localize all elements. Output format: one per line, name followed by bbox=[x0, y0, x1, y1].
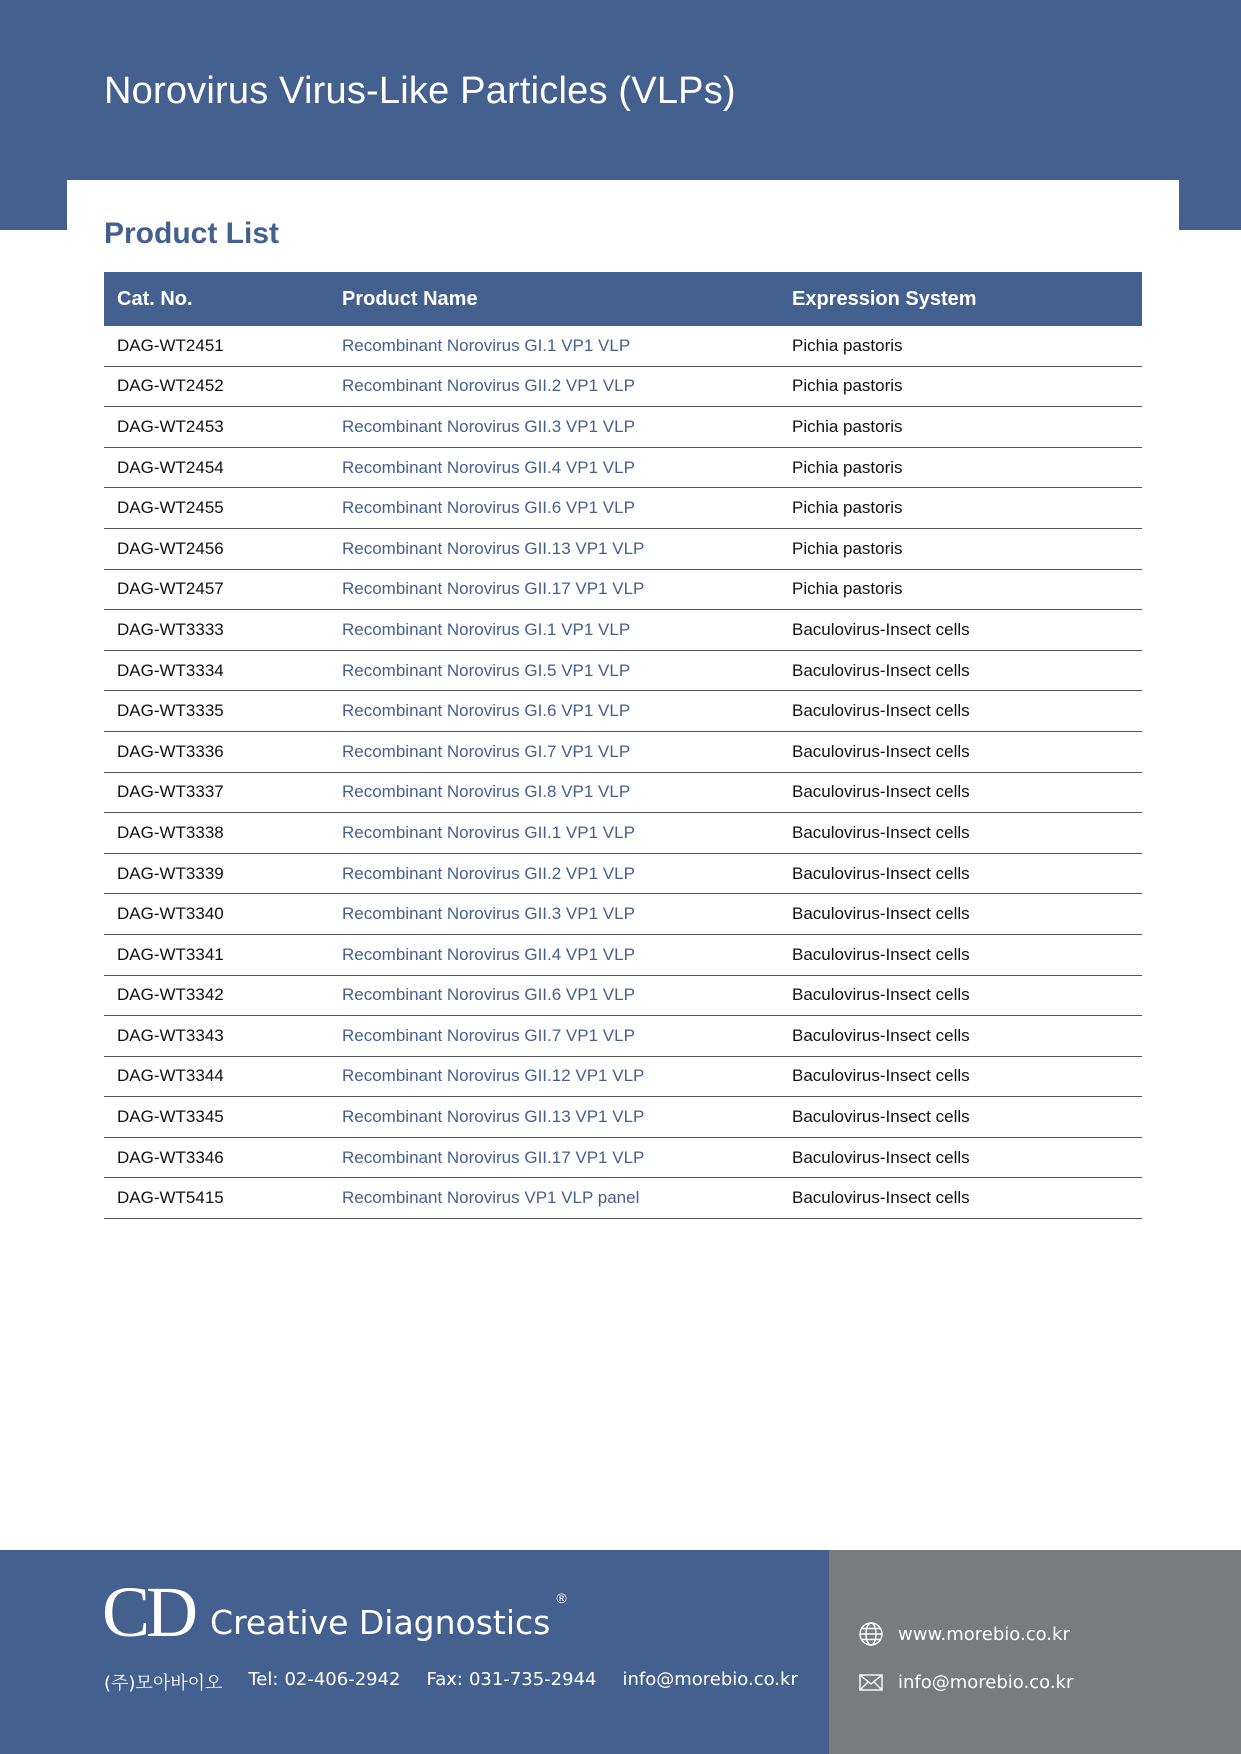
expression-system-cell: Baculovirus-Insect cells bbox=[779, 975, 1142, 1016]
product-name-link[interactable]: Recombinant Norovirus GII.4 VP1 VLP bbox=[329, 934, 779, 975]
product-table bbox=[104, 272, 1142, 1219]
cat-no-cell: DAG-WT3345 bbox=[104, 1097, 329, 1138]
expression-system-cell: Baculovirus-Insect cells bbox=[779, 1016, 1142, 1057]
table-row bbox=[104, 569, 1142, 610]
table-row bbox=[104, 650, 1142, 691]
product-name-link[interactable]: Recombinant Norovirus GI.1 VP1 VLP bbox=[329, 326, 779, 366]
website-link[interactable]: www.morebio.co.kr bbox=[898, 1623, 1070, 1645]
tel-label: Tel: bbox=[248, 1669, 279, 1690]
table-row bbox=[104, 813, 1142, 854]
registered-mark: ® bbox=[556, 1590, 567, 1606]
cat-no-cell: DAG-WT3340 bbox=[104, 894, 329, 935]
product-name-link[interactable]: Recombinant Norovirus GII.6 VP1 VLP bbox=[329, 488, 779, 529]
cat-no-cell: DAG-WT3341 bbox=[104, 934, 329, 975]
website-contact[interactable] bbox=[858, 1621, 1070, 1647]
product-name-link[interactable]: Recombinant Norovirus GII.12 VP1 VLP bbox=[329, 1056, 779, 1097]
company-name: (주)모아바이오 bbox=[104, 1673, 223, 1694]
product-name-link[interactable]: Recombinant Norovirus GII.17 VP1 VLP bbox=[329, 1137, 779, 1178]
expression-system-cell: Baculovirus-Insect cells bbox=[779, 1137, 1142, 1178]
cat-no-cell: DAG-WT2451 bbox=[104, 326, 329, 366]
product-name-link[interactable]: Recombinant Norovirus GII.2 VP1 VLP bbox=[329, 366, 779, 407]
cat-no-cell: DAG-WT3344 bbox=[104, 1056, 329, 1097]
table-row bbox=[104, 1097, 1142, 1138]
page-title: Norovirus Virus-Like Particles (VLPs) bbox=[104, 70, 736, 112]
expression-system-cell: Baculovirus-Insect cells bbox=[779, 731, 1142, 772]
table-row bbox=[104, 1016, 1142, 1057]
expression-system-cell: Baculovirus-Insect cells bbox=[779, 853, 1142, 894]
cat-no-cell: DAG-WT3339 bbox=[104, 853, 329, 894]
logo-name: Creative Diagnostics bbox=[210, 1603, 551, 1642]
tel-number[interactable]: 02-406-2942 bbox=[284, 1669, 401, 1690]
cat-no-cell: DAG-WT3336 bbox=[104, 731, 329, 772]
email-contact[interactable] bbox=[858, 1669, 1073, 1695]
table-row bbox=[104, 528, 1142, 569]
product-name-link[interactable]: Recombinant Norovirus GII.2 VP1 VLP bbox=[329, 853, 779, 894]
product-name-link[interactable]: Recombinant Norovirus GII.13 VP1 VLP bbox=[329, 528, 779, 569]
expression-system-cell: Pichia pastoris bbox=[779, 407, 1142, 448]
product-name-link[interactable]: Recombinant Norovirus GI.5 VP1 VLP bbox=[329, 650, 779, 691]
table-row bbox=[104, 772, 1142, 813]
fax-label: Fax: bbox=[426, 1669, 463, 1690]
product-name-link[interactable]: Recombinant Norovirus GII.3 VP1 VLP bbox=[329, 894, 779, 935]
table-row bbox=[104, 853, 1142, 894]
expression-system-cell: Pichia pastoris bbox=[779, 569, 1142, 610]
table-row bbox=[104, 894, 1142, 935]
logo-mark: CD bbox=[102, 1572, 195, 1652]
product-name-link[interactable]: Recombinant Norovirus GII.3 VP1 VLP bbox=[329, 407, 779, 448]
table-row bbox=[104, 1056, 1142, 1097]
table-row bbox=[104, 1137, 1142, 1178]
cat-no-cell: DAG-WT2452 bbox=[104, 366, 329, 407]
expression-system-cell: Pichia pastoris bbox=[779, 366, 1142, 407]
cat-no-cell: DAG-WT3333 bbox=[104, 610, 329, 651]
footer-contact-line bbox=[104, 1669, 798, 1695]
product-name-link[interactable]: Recombinant Norovirus GI.6 VP1 VLP bbox=[329, 691, 779, 732]
cat-no-cell: DAG-WT2455 bbox=[104, 488, 329, 529]
cat-no-cell: DAG-WT3337 bbox=[104, 772, 329, 813]
cat-no-cell: DAG-WT3335 bbox=[104, 691, 329, 732]
cat-no-cell: DAG-WT2456 bbox=[104, 528, 329, 569]
table-row bbox=[104, 488, 1142, 529]
creative-diagnostics-logo bbox=[102, 1572, 567, 1652]
table-row bbox=[104, 610, 1142, 651]
expression-system-cell: Pichia pastoris bbox=[779, 447, 1142, 488]
cat-no-cell: DAG-WT2457 bbox=[104, 569, 329, 610]
cat-no-cell: DAG-WT3346 bbox=[104, 1137, 329, 1178]
expression-system-cell: Baculovirus-Insect cells bbox=[779, 894, 1142, 935]
cat-no-cell: DAG-WT5415 bbox=[104, 1178, 329, 1219]
table-row bbox=[104, 1178, 1142, 1219]
globe-icon bbox=[858, 1621, 884, 1647]
expression-system-cell: Baculovirus-Insect cells bbox=[779, 772, 1142, 813]
product-name-link[interactable]: Recombinant Norovirus GI.7 VP1 VLP bbox=[329, 731, 779, 772]
expression-system-cell: Baculovirus-Insect cells bbox=[779, 650, 1142, 691]
product-name-link[interactable]: Recombinant Norovirus GII.1 VP1 VLP bbox=[329, 813, 779, 854]
footer-right-panel bbox=[829, 1550, 1241, 1754]
table-header-row bbox=[104, 272, 1142, 326]
fax-number: 031-735-2944 bbox=[468, 1669, 597, 1690]
table-row bbox=[104, 366, 1142, 407]
product-name-link[interactable]: Recombinant Norovirus GI.1 VP1 VLP bbox=[329, 610, 779, 651]
cat-no-cell: DAG-WT2453 bbox=[104, 407, 329, 448]
cat-no-cell: DAG-WT3338 bbox=[104, 813, 329, 854]
tel-item bbox=[248, 1669, 400, 1695]
mail-icon bbox=[858, 1669, 884, 1695]
product-name-link[interactable]: Recombinant Norovirus GII.4 VP1 VLP bbox=[329, 447, 779, 488]
section-title: Product List bbox=[104, 217, 280, 250]
expression-system-cell: Baculovirus-Insect cells bbox=[779, 813, 1142, 854]
product-name-link[interactable]: Recombinant Norovirus GII.13 VP1 VLP bbox=[329, 1097, 779, 1138]
product-name-link[interactable]: Recombinant Norovirus GII.17 VP1 VLP bbox=[329, 569, 779, 610]
product-name-link[interactable]: Recombinant Norovirus GII.7 VP1 VLP bbox=[329, 1016, 779, 1057]
table-row bbox=[104, 691, 1142, 732]
table-row bbox=[104, 407, 1142, 448]
expression-system-cell: Baculovirus-Insect cells bbox=[779, 1056, 1142, 1097]
expression-system-cell: Pichia pastoris bbox=[779, 488, 1142, 529]
expression-system-cell: Pichia pastoris bbox=[779, 326, 1142, 366]
table-row bbox=[104, 975, 1142, 1016]
expression-system-cell: Baculovirus-Insect cells bbox=[779, 691, 1142, 732]
table-body bbox=[104, 326, 1142, 1219]
expression-system-cell: Baculovirus-Insect cells bbox=[779, 1097, 1142, 1138]
table-row bbox=[104, 731, 1142, 772]
footer-email-link[interactable]: info@morebio.co.kr bbox=[622, 1669, 798, 1690]
table-row bbox=[104, 934, 1142, 975]
expression-system-cell: Baculovirus-Insect cells bbox=[779, 934, 1142, 975]
column-header-expression-system: Expression System bbox=[792, 287, 977, 310]
table-row bbox=[104, 447, 1142, 488]
product-name-link[interactable]: Recombinant Norovirus VP1 VLP panel bbox=[329, 1178, 779, 1219]
cat-no-cell: DAG-WT3343 bbox=[104, 1016, 329, 1057]
product-name-link[interactable]: Recombinant Norovirus GI.8 VP1 VLP bbox=[329, 772, 779, 813]
fax-item bbox=[427, 1669, 597, 1695]
cat-no-cell: DAG-WT3334 bbox=[104, 650, 329, 691]
expression-system-cell: Baculovirus-Insect cells bbox=[779, 1178, 1142, 1219]
cat-no-cell: DAG-WT3342 bbox=[104, 975, 329, 1016]
cat-no-cell: DAG-WT2454 bbox=[104, 447, 329, 488]
expression-system-cell: Baculovirus-Insect cells bbox=[779, 610, 1142, 651]
email-link[interactable]: info@morebio.co.kr bbox=[898, 1671, 1074, 1693]
column-header-cat-no: Cat. No. bbox=[117, 287, 193, 310]
expression-system-cell: Pichia pastoris bbox=[779, 528, 1142, 569]
product-name-link[interactable]: Recombinant Norovirus GII.6 VP1 VLP bbox=[329, 975, 779, 1016]
column-header-product-name: Product Name bbox=[342, 287, 478, 310]
table-row bbox=[104, 326, 1142, 366]
